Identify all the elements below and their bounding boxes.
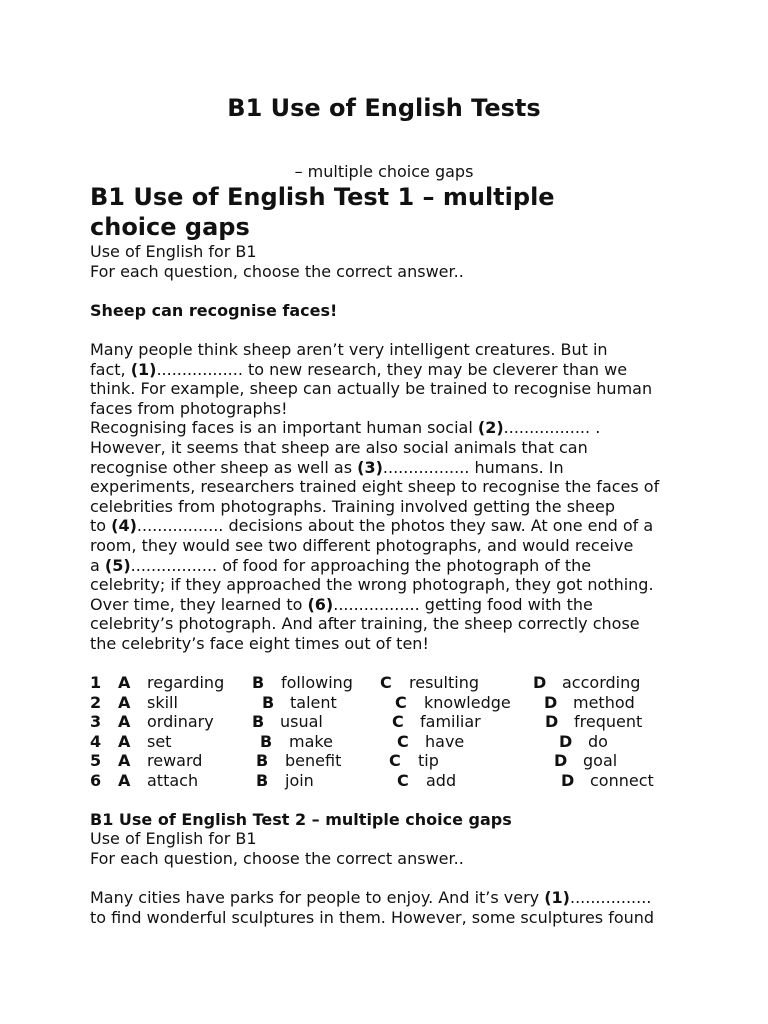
option-word: according	[562, 673, 641, 692]
option-letter: C	[397, 731, 409, 751]
option-word: attach	[147, 771, 199, 790]
passage-text: Many people think sheep aren’t very intelligent creatures. But in	[90, 340, 608, 359]
option-letter: C	[392, 712, 404, 732]
passage-text: Many cities have parks for people to enjoy. And it’s very	[90, 888, 545, 907]
passage-line	[90, 536, 633, 556]
option-letter: C	[395, 692, 407, 712]
passage-text: ................. decisions about the photos they saw. At one end of a	[136, 516, 654, 536]
passage-line	[90, 418, 600, 438]
passage-text: fact,	[90, 359, 131, 379]
passage-text: However, it seems that sheep are also social animals that can	[90, 438, 588, 457]
gap-number: (4)	[111, 516, 137, 536]
option-word: tip	[418, 751, 439, 771]
gap-number: (1)	[130, 359, 157, 379]
option-word: resulting	[409, 673, 480, 692]
passage-text: Over time, they learned to	[90, 594, 308, 614]
passage-text: experiments, researchers trained eight sheep to recognise the faces of	[90, 477, 660, 497]
passage-line	[90, 458, 564, 478]
option-letter: A	[118, 751, 131, 771]
option-word: knowledge	[424, 692, 511, 712]
option-word: following	[281, 673, 353, 692]
test2-level: Use of English for B1	[90, 829, 257, 848]
passage-text: the celebrity’s face eight times out of ten!	[90, 634, 429, 653]
passage-line	[90, 614, 640, 634]
test1-heading-line2: choice gaps	[90, 213, 250, 241]
option-word: add	[426, 771, 457, 790]
passage-text: recognise other sheep as well as	[90, 457, 358, 477]
option-letter: A	[118, 712, 131, 732]
question-number: 1	[90, 673, 102, 692]
option-letter: B	[260, 731, 273, 751]
passage-text: a	[90, 555, 105, 575]
option-word: usual	[280, 712, 323, 732]
option-letter: C	[380, 673, 392, 692]
test1-instruction: For each question, choose the correct answer..	[90, 262, 464, 281]
option-letter: D	[561, 771, 575, 790]
passage-text: ................. of food for approaching the photograph of the	[130, 555, 592, 575]
test1-text-title: Sheep can recognise faces!	[90, 301, 338, 320]
passage-text: room, they would see two different photographs, and would receive	[90, 536, 634, 555]
passage-line	[90, 497, 615, 517]
gap-number: (3)	[357, 457, 383, 477]
question-number: 2	[90, 692, 102, 712]
passage-text: ................. to new research, they may be cleverer than we	[156, 359, 628, 379]
option-letter: A	[118, 771, 131, 790]
option-word: familiar	[420, 712, 481, 732]
option-letter: D	[533, 673, 547, 692]
option-letter: A	[118, 673, 131, 692]
option-letter: B	[256, 771, 269, 790]
test1-heading-line1: B1 Use of English Test 1 – multiple	[90, 183, 555, 211]
option-word: regarding	[147, 673, 225, 692]
passage-text: to	[90, 516, 112, 536]
passage-text: celebrity; if they approached the wrong photograph, they got nothing.	[90, 575, 654, 595]
passage-line	[90, 575, 654, 595]
gap-number: (1)	[544, 888, 570, 907]
option-word: do	[588, 731, 608, 751]
passage-text: faces from photographs!	[90, 398, 288, 418]
option-word: frequent	[574, 712, 643, 732]
gap-number: (2)	[477, 418, 504, 438]
option-letter: B	[256, 751, 269, 771]
passage-line	[90, 379, 652, 399]
option-letter: C	[397, 771, 409, 790]
question-number: 6	[90, 771, 102, 790]
passage-line	[90, 595, 593, 615]
passage-text: to find wonderful sculptures in them. However, some sculptures found	[90, 907, 655, 927]
option-letter: A	[118, 692, 131, 712]
document-subtitle: – multiple choice gaps	[294, 162, 474, 181]
passage-line	[90, 340, 608, 360]
gap-number: (6)	[307, 594, 334, 614]
document-title: B1 Use of English Tests	[227, 94, 541, 122]
option-word: set	[147, 731, 172, 751]
option-word: talent	[290, 692, 337, 712]
test2-heading: B1 Use of English Test 2 – multiple choice gaps	[90, 810, 512, 829]
option-word: goal	[583, 751, 618, 771]
option-word: ordinary	[147, 712, 214, 732]
option-letter: B	[252, 673, 265, 692]
option-word: reward	[147, 751, 203, 771]
test2-instruction: For each question, choose the correct answer..	[90, 849, 464, 868]
option-letter: A	[118, 731, 131, 751]
option-word: make	[289, 731, 333, 751]
option-letter: D	[544, 692, 558, 712]
question-number: 5	[90, 751, 102, 771]
option-letter: C	[389, 751, 401, 771]
question-number: 4	[90, 731, 102, 751]
option-letter: D	[545, 712, 559, 732]
test1-level: Use of English for B1	[90, 242, 257, 261]
passage-text: ................. getting food with the	[333, 594, 593, 614]
passage-line	[90, 360, 627, 380]
option-letter: B	[252, 712, 265, 732]
passage-line	[90, 634, 429, 654]
passage-text: ................	[570, 888, 652, 907]
passage-line	[90, 556, 591, 576]
passage-line	[90, 516, 653, 536]
passage-line	[90, 438, 588, 458]
passage-line	[90, 399, 288, 419]
option-word: method	[573, 692, 635, 712]
passage-text: ................. .	[503, 418, 601, 438]
passage-text: Recognising faces is an important human social	[90, 418, 478, 438]
passage-line	[90, 908, 654, 928]
passage-text: celebrity’s photograph. And after training, the sheep correctly chose	[90, 614, 640, 634]
passage-text: celebrities from photographs. Training involved getting the sheep	[90, 496, 616, 516]
option-word: connect	[590, 771, 654, 790]
option-word: benefit	[285, 751, 342, 771]
option-letter: D	[559, 731, 573, 751]
option-letter: D	[554, 751, 568, 771]
passage-text: think. For example, sheep can actually be trained to recognise human	[90, 379, 653, 399]
option-word: have	[425, 731, 465, 751]
passage-line	[90, 477, 659, 497]
option-word: join	[285, 771, 314, 790]
passage-text: ................. humans. In	[382, 457, 564, 477]
question-number: 3	[90, 712, 102, 732]
passage-line	[90, 888, 651, 908]
gap-number: (5)	[104, 555, 131, 575]
option-letter: B	[262, 692, 275, 712]
option-word: skill	[147, 692, 178, 712]
